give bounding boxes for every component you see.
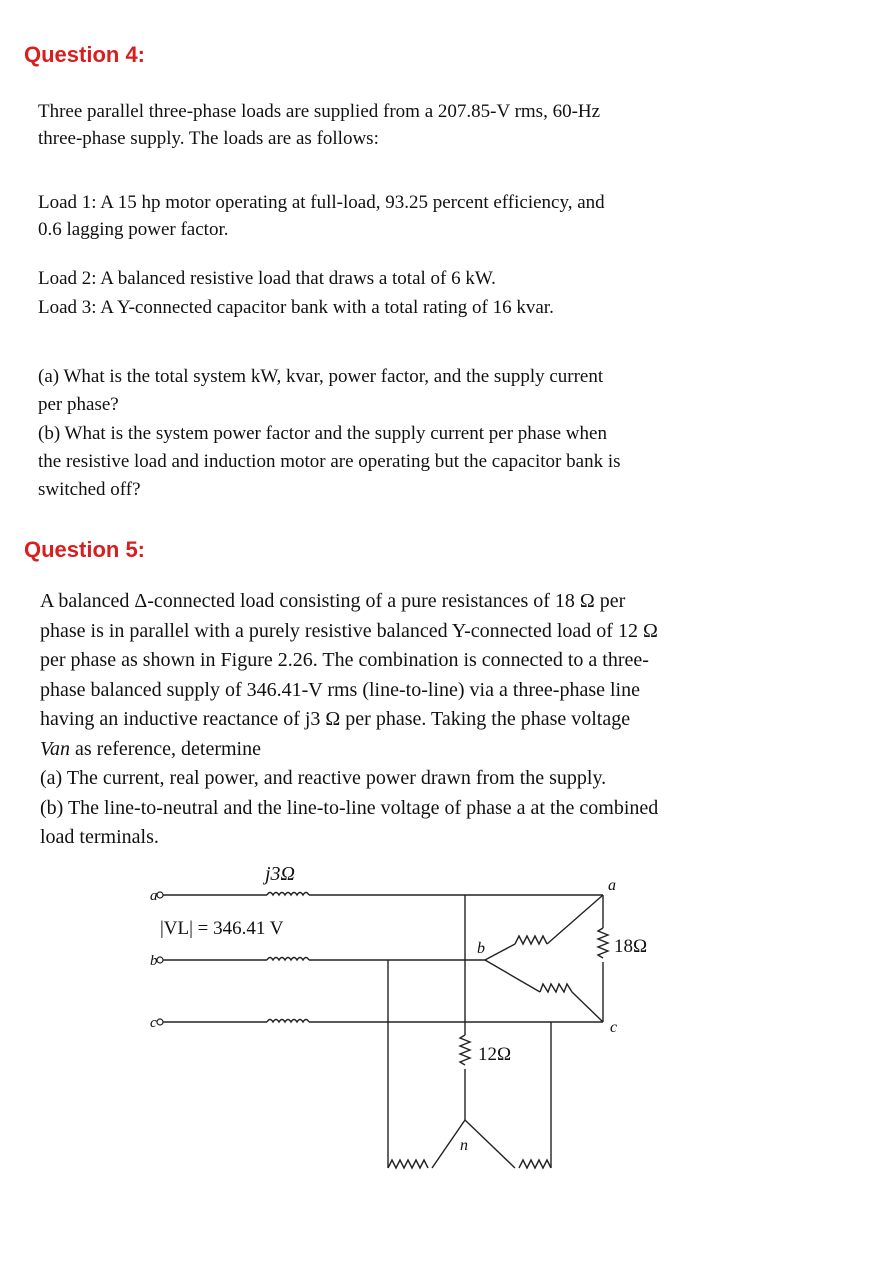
q4-intro-line: Three parallel three-phase loads are supplied from a 207.85-V rms, 60-Hz xyxy=(38,101,601,122)
node-c-left: c xyxy=(150,1015,157,1031)
q5-body-line: phase is in parallel with a purely resistive balanced Y-connected load of 12 Ω xyxy=(40,619,658,642)
delta-ab-wire xyxy=(485,944,515,960)
van-rest: as reference, determine xyxy=(70,737,261,760)
wye-resistor-a xyxy=(460,1035,470,1065)
terminal-a xyxy=(157,892,163,898)
wye-c-to-n xyxy=(465,1120,515,1168)
terminal-c xyxy=(157,1019,163,1025)
delta-resistance-label: 18Ω xyxy=(614,936,648,957)
delta-node-c: c xyxy=(610,1019,618,1036)
q4-load-2: Load 2: A balanced resistive load that draws a total of 6 kW. xyxy=(38,268,496,289)
q4-part-a-line: (a) What is the total system kW, kvar, power factor, and the supply current xyxy=(38,366,604,387)
node-b-left: b xyxy=(150,953,158,969)
inductor-c xyxy=(267,1020,309,1023)
reactance-label: j3Ω xyxy=(265,863,296,885)
q4-part-b-line: switched off? xyxy=(38,479,141,500)
delta-bc-wire xyxy=(485,960,540,992)
delta-node-a: a xyxy=(608,877,616,894)
wye-resistance-label: 12Ω xyxy=(478,1044,512,1065)
q4-part-a-line: per phase? xyxy=(38,394,119,415)
delta-bc-wire-2 xyxy=(572,992,603,1022)
inductor-b xyxy=(267,958,309,961)
delta-resistor-ab xyxy=(515,936,547,944)
q5-part-b-line: load terminals. xyxy=(40,826,159,848)
delta-resistor-ac xyxy=(598,928,608,958)
q4-intro-line: three-phase supply. The loads are as follows: xyxy=(38,128,379,149)
wye-resistor-b xyxy=(388,1160,428,1168)
q5-body-line: having an inductive reactance of j3 Ω per phase. Taking the phase voltage xyxy=(40,708,631,730)
q5-body-line: A balanced Δ-connected load consisting of a pure resistances of 18 Ω per xyxy=(40,590,626,612)
q5-body-line: phase balanced supply of 346.41-V rms (line-to-line) via a three-phase line xyxy=(40,678,640,701)
node-a-left: a xyxy=(150,888,158,904)
q4-part-b-line: the resistive load and induction motor are operating but the capacitor bank is xyxy=(38,451,621,472)
question-4-heading: Question 4: xyxy=(24,42,146,67)
neutral-label: n xyxy=(460,1137,468,1154)
q4-part-b-line: (b) What is the system power factor and the supply current per phase when xyxy=(38,423,607,444)
question-5-heading: Question 5: xyxy=(24,537,146,562)
q5-body-line: per phase as shown in Figure 2.26. The combination is connected to a three- xyxy=(40,649,649,671)
wye-resistor-c xyxy=(519,1160,551,1168)
inductor-a xyxy=(267,893,309,896)
q4-load-1-line: Load 1: A 15 hp motor operating at full-load, 93.25 percent efficiency, and xyxy=(38,192,605,213)
q5-part-b-line: (b) The line-to-neutral and the line-to-line voltage of phase a at the combined xyxy=(40,796,659,819)
terminal-b xyxy=(157,957,163,963)
q4-load-1-line: 0.6 lagging power factor. xyxy=(38,219,229,240)
q5-part-a: (a) The current, real power, and reactive power drawn from the supply. xyxy=(40,767,607,789)
delta-node-b: b xyxy=(477,940,485,957)
q4-load-3: Load 3: A Y-connected capacitor bank with a total rating of 16 kvar. xyxy=(38,297,554,318)
delta-resistor-bc xyxy=(540,984,572,992)
delta-ab-wire-2 xyxy=(547,895,603,944)
voltage-label: |VL| = 346.41 V xyxy=(160,918,284,939)
van-symbol: Van xyxy=(40,737,70,760)
